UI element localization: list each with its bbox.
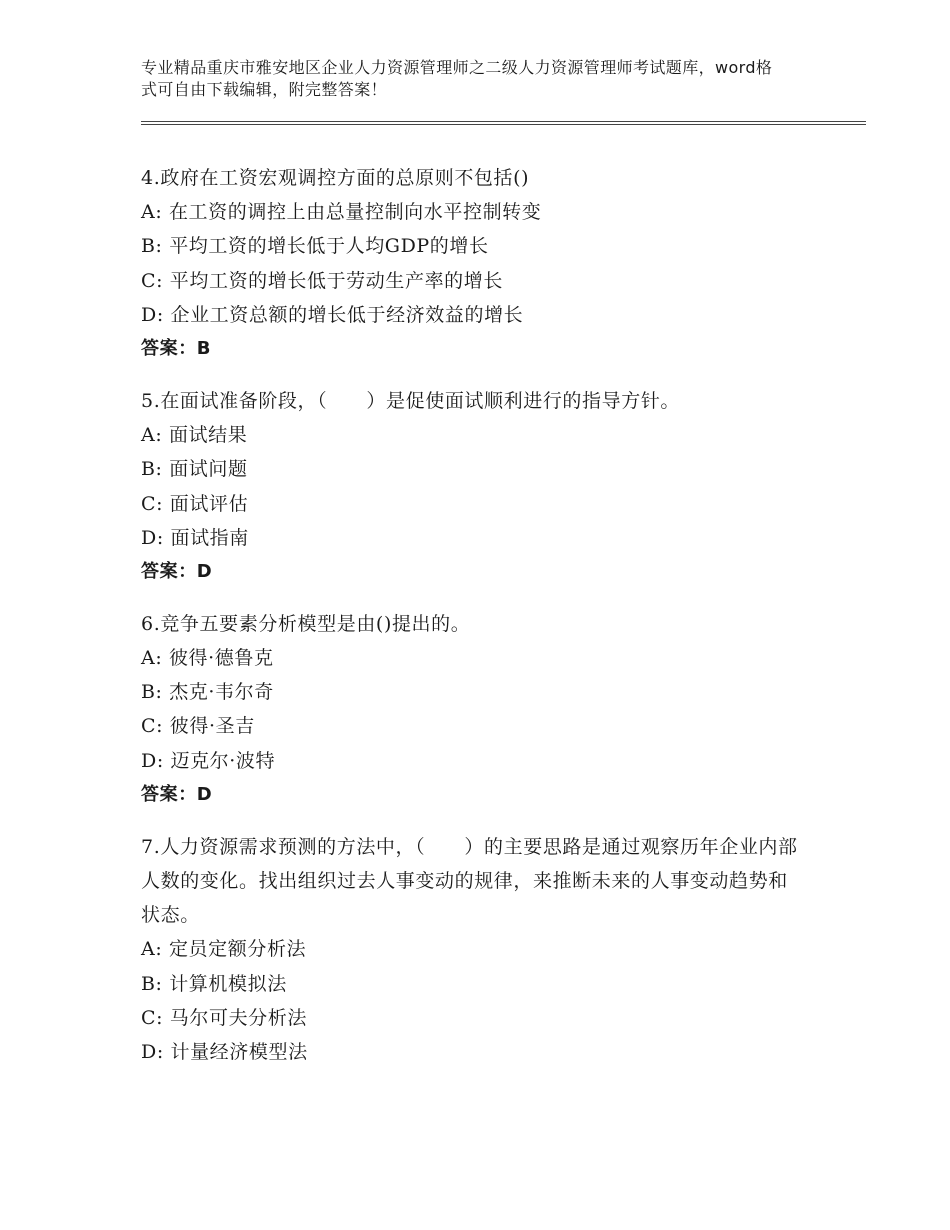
document-header: 专业精品重庆市雅安地区企业人力资源管理师之二级人力资源管理师考试题库，word格式可自由下载编辑，附完整答案！ bbox=[141, 58, 773, 99]
option-c: C: 面试评估 bbox=[141, 492, 249, 515]
question-6 bbox=[141, 607, 821, 812]
question-stem: 4.政府在工资宏观调控方面的总原则不包括() bbox=[141, 167, 530, 189]
question-list bbox=[141, 161, 821, 1087]
question-stem: 5.在面试准备阶段，（ ）是促使面试顺利进行的指导方针。 bbox=[141, 389, 681, 412]
answer-label: 答案：B bbox=[141, 337, 212, 359]
option-d: D: 计量经济模型法 bbox=[141, 1040, 308, 1063]
header-rule-top bbox=[141, 121, 866, 122]
answer-label: 答案：D bbox=[141, 783, 213, 805]
question-5 bbox=[141, 384, 821, 589]
question-4 bbox=[141, 161, 821, 366]
header-rule-bottom bbox=[141, 124, 866, 125]
option-c: C: 马尔可夫分析法 bbox=[141, 1006, 307, 1029]
question-7 bbox=[141, 830, 821, 1069]
question-stem: 6.竞争五要素分析模型是由()提出的。 bbox=[141, 612, 471, 635]
option-b: B: 平均工资的增长低于人均GDP的增长 bbox=[141, 235, 489, 258]
option-c: C: 彼得·圣吉 bbox=[141, 715, 255, 738]
option-c: C: 平均工资的增长低于劳动生产率的增长 bbox=[141, 269, 503, 292]
question-stem: 7.人力资源需求预测的方法中，（ ）的主要思路是通过观察历年企业内部人数的变化。找出组织过去人事变动的规律，来推断未来的人事变动趋势和状态。 bbox=[141, 835, 798, 927]
option-a: A: 彼得·德鲁克 bbox=[141, 647, 274, 670]
option-b: B: 杰克·韦尔奇 bbox=[141, 681, 274, 704]
option-d: D: 迈克尔·波特 bbox=[141, 749, 276, 772]
answer-label: 答案：D bbox=[141, 560, 213, 582]
option-d: D: 面试指南 bbox=[141, 526, 249, 549]
option-a: A: 在工资的调控上由总量控制向水平控制转变 bbox=[141, 201, 542, 224]
option-b: B: 计算机模拟法 bbox=[141, 972, 287, 995]
option-a: A: 定员定额分析法 bbox=[141, 938, 307, 961]
option-b: B: 面试问题 bbox=[141, 458, 248, 481]
option-d: D: 企业工资总额的增长低于经济效益的增长 bbox=[141, 303, 524, 326]
option-a: A: 面试结果 bbox=[141, 424, 248, 447]
